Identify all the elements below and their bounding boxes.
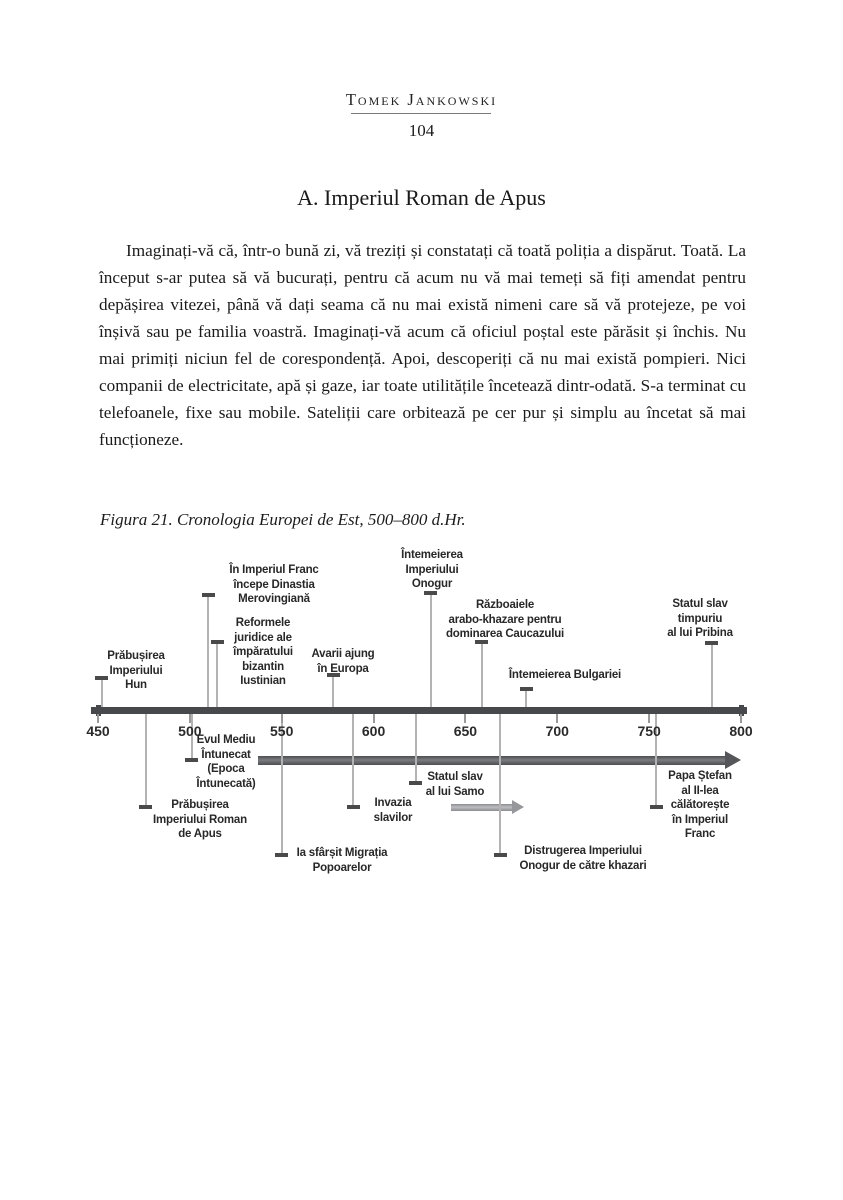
event-label-line: juridice ale bbox=[234, 631, 292, 644]
event-label-migratia bbox=[237, 846, 447, 875]
event-label-roman-apus bbox=[95, 798, 305, 842]
event-marker-pribina bbox=[705, 641, 718, 645]
event-label-line: Onogur de către khazari bbox=[519, 859, 647, 872]
event-label-evul-mediu bbox=[121, 733, 331, 791]
event-label-line: Merovingiană bbox=[238, 593, 310, 606]
axis-tick-label: 550 bbox=[270, 723, 294, 739]
event-label-line: al lui Pribina bbox=[667, 627, 733, 640]
axis-tick bbox=[281, 714, 283, 723]
event-label-line: Papa Ștefan bbox=[668, 770, 732, 782]
event-label-line: Avarii ajung bbox=[311, 648, 375, 660]
axis-tick-label: 500 bbox=[178, 723, 202, 739]
event-label-line: Reformele bbox=[235, 617, 291, 629]
event-label-line: Franc bbox=[684, 828, 716, 841]
event-label-line: slavilor bbox=[373, 811, 413, 824]
event-label-line: Întunecată) bbox=[196, 777, 256, 790]
event-label-line: Evul Mediu bbox=[196, 734, 256, 746]
samo-era-arrow-head bbox=[512, 800, 524, 814]
event-label-khazar bbox=[400, 598, 610, 642]
event-label-line: (Epoca bbox=[207, 763, 245, 776]
event-label-line: dominarea Caucazului bbox=[445, 628, 565, 641]
event-label-line: Prăbușirea bbox=[107, 650, 165, 662]
event-label-line: Distrugerea Imperiului bbox=[524, 845, 642, 857]
event-label-bulgaria bbox=[460, 668, 670, 683]
event-label-line: timpuriu bbox=[677, 612, 723, 625]
event-label-line: Statul slav bbox=[427, 771, 483, 783]
event-stem-pribina bbox=[711, 643, 713, 707]
event-stem-bulgaria bbox=[525, 689, 527, 707]
axis-tick bbox=[464, 714, 466, 723]
event-label-samo bbox=[350, 770, 560, 799]
axis-tick bbox=[648, 714, 650, 723]
event-label-line: în Imperiul bbox=[672, 813, 728, 826]
axis-tick bbox=[189, 714, 191, 723]
event-label-line: Popoarelor bbox=[312, 861, 372, 874]
event-label-line: Invazia bbox=[374, 797, 412, 809]
axis-tick-label: 450 bbox=[86, 723, 110, 739]
axis-tick bbox=[97, 714, 99, 723]
event-label-pribina bbox=[595, 597, 805, 641]
event-label-line: începe Dinastia bbox=[233, 578, 315, 591]
event-label-line: Prăbușirea bbox=[171, 799, 229, 811]
event-label-line: Întemeierea Bulgariei bbox=[508, 669, 622, 681]
event-label-line: Hun bbox=[125, 679, 147, 692]
event-label-line: Statul slav bbox=[672, 598, 728, 610]
page-number: 104 bbox=[408, 121, 435, 140]
event-label-papa-stefan bbox=[595, 769, 805, 842]
event-label-line: al lui Samo bbox=[425, 785, 485, 798]
event-label-line: Imperiului bbox=[405, 563, 459, 576]
body-paragraph: Imaginați-vă că, într-o bună zi, vă treziți și constatați că toată poliția a dispărut. Toată. La început s-ar putea să vă bucurați, pentru că acum nu vă mai temeți să fiți amendat pentru depășirea vitezei, până vă dați seama că nu mai există nimeni care să vă protejeze, pe voi înșivă sau pe familia voastră. Imaginați-vă acum că oficiul poștal este părăsit și închis. Nu mai primiți niciun fel de corespondență. Apoi, descoperiți că nu mai există pompieri. Nici companii de electricitate, apă și gaze, iar toate utilitățile încetează dintr-odată. S-a terminat cu telefoanele, fixe sau mobile. Sateliții care orbitează pe cer pur și simplu au încetat să mai funcționeze. bbox=[99, 241, 746, 449]
event-label-line: Întunecat bbox=[201, 748, 251, 761]
event-label-line: de Apus bbox=[178, 828, 222, 841]
event-label-line: Ia sfârșit Migrația bbox=[296, 847, 388, 859]
event-label-line: arabo-khazare pentru bbox=[448, 613, 562, 626]
event-label-line: În Imperiul Franc bbox=[229, 564, 319, 576]
axis-tick bbox=[556, 714, 558, 723]
event-label-line: împăratului bbox=[233, 646, 293, 659]
figure-caption: Figura 21. Cronologia Europei de Est, 500–800 d.Hr. bbox=[100, 510, 466, 529]
event-marker-bulgaria bbox=[520, 687, 533, 691]
axis-tick-label: 700 bbox=[545, 723, 569, 739]
axis-tick-label: 650 bbox=[453, 723, 478, 739]
event-label-line: Războaiele bbox=[475, 599, 535, 611]
event-label-avarii bbox=[238, 647, 448, 676]
event-label-line: călătorește bbox=[670, 799, 730, 812]
section-title: A. Imperiul Roman de Apus bbox=[297, 185, 546, 210]
event-label-line: Imperiului Roman bbox=[153, 813, 247, 826]
running-head: Tomek Jankowski bbox=[345, 90, 498, 109]
event-label-distrugerea bbox=[478, 844, 688, 873]
event-label-line: Imperiului bbox=[109, 664, 163, 677]
axis-tick-label: 750 bbox=[637, 723, 661, 739]
axis-tick-label: 800 bbox=[729, 723, 753, 739]
event-label-line: Iustinian bbox=[240, 675, 286, 688]
dark-ages-era-arrow-head bbox=[725, 751, 741, 769]
event-label-onogur bbox=[327, 548, 537, 592]
event-label-line: Onogur bbox=[411, 578, 453, 591]
axis-tick bbox=[740, 714, 742, 723]
timeline-axis-bar bbox=[91, 707, 747, 714]
event-label-line: Întemeierea bbox=[401, 549, 463, 561]
event-label-invazia bbox=[288, 796, 498, 825]
event-label-line: în Europa bbox=[317, 662, 369, 675]
axis-tick bbox=[373, 714, 375, 723]
event-label-line: bizantin bbox=[242, 660, 284, 673]
axis-tick-label: 600 bbox=[361, 723, 386, 739]
event-label-line: al II-lea bbox=[681, 784, 719, 797]
